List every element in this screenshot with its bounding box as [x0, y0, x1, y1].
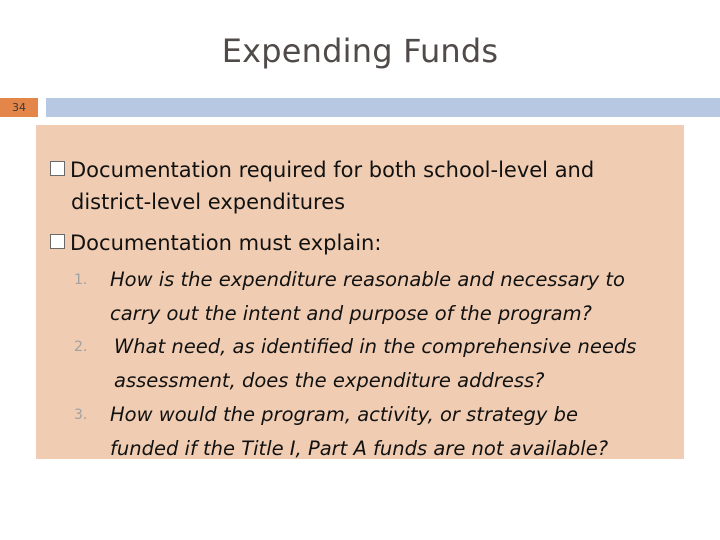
slide-number: 34: [0, 98, 38, 117]
item-number: 2.: [74, 339, 88, 355]
bullet-text-line: district-level expenditures: [71, 190, 346, 214]
item-number: 3.: [74, 407, 88, 423]
numbered-item: [74, 263, 684, 331]
bullet-item: [50, 154, 680, 218]
numbered-item: [74, 330, 684, 398]
square-bullet-icon: [50, 234, 65, 249]
slide-title: Expending Funds: [221, 32, 499, 70]
item-text-line: How is the expenditure reasonable and necessary to: [110, 268, 625, 291]
item-text-line: funded if the Title I, Part A funds are not available?: [110, 437, 609, 460]
item-number: 1.: [74, 272, 88, 288]
header-bar: [46, 98, 720, 117]
square-bullet-icon: [50, 161, 65, 176]
item-text-line: assessment, does the expenditure address?: [114, 369, 545, 392]
bullet-item: [50, 227, 680, 259]
bullet-text-line: Documentation must explain:: [70, 231, 382, 255]
numbered-item: [74, 398, 684, 466]
item-text-line: What need, as identified in the comprehensive needs: [114, 335, 637, 358]
item-text-line: carry out the intent and purpose of the program?: [110, 302, 592, 325]
item-text-line: How would the program, activity, or strategy be: [110, 403, 579, 426]
bullet-text-line: Documentation required for both school-level and: [70, 158, 595, 182]
